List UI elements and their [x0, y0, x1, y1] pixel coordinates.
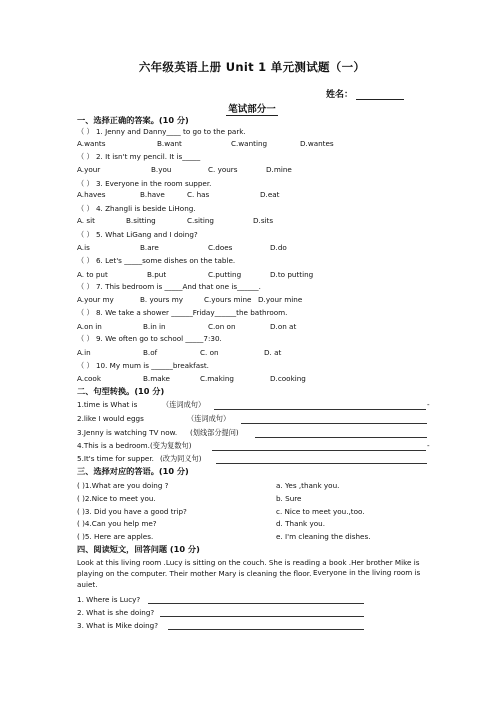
s1-q5-option-b: B.are: [140, 243, 159, 252]
section-subtitle: [0, 101, 504, 115]
s4-question-2: 2. What is she doing?: [77, 608, 155, 617]
s3-right-d: d. Thank you.: [276, 519, 325, 528]
s1-q9-option-a: A.in: [77, 348, 91, 357]
s1-question-10: （ ） 10. My mum is ______breakfast.: [77, 361, 209, 370]
s1-question-5: （ ） 5. What LiGang and I doing?: [77, 230, 198, 239]
s1-question-3: （ ） 3. Everyone in the room supper.: [77, 179, 212, 188]
s4-answer-line-2[interactable]: [160, 616, 364, 617]
s1-q7-option-b: B. yours my: [140, 295, 183, 304]
s1-q3-option-a: A.haves: [77, 190, 106, 199]
section4-heading: 四、阅读短文，回答问题 (10 分): [77, 544, 200, 554]
s2-item-1-text: 1.time is What is: [77, 400, 138, 409]
s1-q4-option-c: C.siting: [187, 216, 214, 225]
s1-q10-option-b: B.make: [143, 374, 170, 383]
s3-right-c: c. Nice to meet you.,too.: [276, 507, 365, 516]
name-blank[interactable]: [356, 89, 404, 100]
s4-question-1: 1. Where is Lucy?: [77, 595, 141, 604]
s1-q3-option-b: B.have: [140, 190, 165, 199]
s3-left-1: ( )1.What are you doing ?: [77, 481, 169, 490]
s2-item-2-note: （连词成句）: [187, 414, 231, 423]
s1-q8-option-a: A.on in: [77, 322, 102, 331]
s2-item-4-text: 4.This is a bedroom.: [77, 441, 150, 450]
s1-q10-option-c: C.making: [200, 374, 234, 383]
s1-q10-option-a: A.cook: [77, 374, 101, 383]
section1-heading: 一、选择正确的答案。(10 分): [77, 115, 189, 125]
s1-q6-option-b: B.put: [147, 270, 167, 279]
section2-heading: 二、句型转换。(10 分): [77, 386, 165, 396]
s4-answer-line-1[interactable]: [148, 603, 364, 604]
s2-item-4-note: (变为复数句): [150, 441, 192, 450]
s1-q2-option-d: D.mine: [266, 165, 292, 174]
s1-q10-option-d: D.cooking: [270, 374, 306, 383]
s2-item-2-text: 2.like I would eggs: [77, 414, 144, 423]
s1-q2-option-c: C. yours: [208, 165, 238, 174]
s1-q7-option-d: D.your mine: [258, 295, 303, 304]
s3-right-e: e. I'm cleaning the dishes.: [276, 532, 371, 541]
s1-q1-option-c: C.wanting: [231, 139, 268, 148]
s3-left-2: ( )2.Nice to meet you.: [77, 494, 156, 503]
s1-q5-option-d: D.do: [270, 243, 287, 252]
s1-q1-option-b: B.want: [157, 139, 182, 148]
s1-q8-option-d: D.on at: [270, 322, 297, 331]
name-field: [326, 87, 404, 100]
s1-q7-option-c: C.yours mine: [204, 295, 252, 304]
s2-item-4-end: -: [427, 441, 430, 450]
s1-q4-option-b: B.sitting: [126, 216, 156, 225]
s1-question-6: （ ） 6. Let's _____some dishes on the table.: [77, 256, 236, 265]
subtitle-text: 笔试部分一: [228, 104, 276, 115]
s1-question-1: （ ） 1. Jenny and Danny____ to go to the park.: [77, 127, 246, 136]
s1-q2-option-b: B.you: [151, 165, 172, 174]
s1-q4-option-a: A. sit: [77, 216, 95, 225]
s1-q9-option-c: C. on: [200, 348, 219, 357]
s2-item-3-text: 3.Jenny is watching TV now.: [77, 428, 178, 437]
s1-question-8: （ ） 8. We take a shower ______Friday______the bathroom.: [77, 308, 288, 317]
section3-heading: 三、选择对应的答语。(10 分): [77, 466, 189, 476]
s1-q9-option-d: D. at: [264, 348, 282, 357]
s1-q3-option-c: C. has: [187, 190, 210, 199]
s1-q4-option-d: D.sits: [253, 216, 274, 225]
s1-q6-option-c: C.putting: [208, 270, 242, 279]
s2-item-1-end: -: [427, 400, 430, 409]
s3-left-5: ( )5. Here are apples.: [77, 532, 154, 541]
reading-passage-tail: Everyone in the living room is: [313, 568, 421, 577]
s1-question-7: （ ） 7. This bedroom is _____And that one is______.: [77, 282, 261, 291]
s1-question-4: （ ） 4. Zhangli is beside LiHong.: [77, 204, 196, 213]
s4-question-3: 3. What is Mike doing?: [77, 621, 159, 630]
s2-item-3-answer-line[interactable]: [255, 437, 427, 438]
s2-item-5-note: (改为同义句): [160, 454, 202, 463]
reading-passage-end: auiet.: [77, 580, 98, 589]
s1-question-2: （ ） 2. It isn't my pencil. It is_____: [77, 152, 201, 161]
s1-q6-option-a: A. to put: [77, 270, 108, 279]
s3-left-4: ( )4.Can you help me?: [77, 519, 157, 528]
s1-q1-option-a: A.wants: [77, 139, 106, 148]
s2-item-1-note: （连词成句）: [162, 400, 206, 409]
s2-item-2-answer-line[interactable]: [241, 423, 427, 424]
s1-q6-option-d: D.to putting: [270, 270, 314, 279]
s3-left-3: ( )3. Did you have a good trip?: [77, 507, 187, 516]
s1-q1-option-d: D.wantes: [300, 139, 334, 148]
s2-item-1-answer-line[interactable]: [214, 409, 426, 410]
s2-item-5-text: 5.It's time for supper.: [77, 454, 154, 463]
s3-right-b: b. Sure: [276, 494, 302, 503]
s1-q9-option-b: B.of: [143, 348, 158, 357]
s2-item-3-note: (划线部分提问): [190, 428, 239, 437]
reading-passage: Look at this living room .Lucy is sitting on the couch. She is reading a book .Her brother Mike is playing on the computer. Their mother Mary is cleaning the floor.: [77, 558, 420, 578]
s1-q3-option-d: D.eat: [260, 190, 280, 199]
s2-item-4-answer-line[interactable]: [212, 450, 426, 451]
s4-answer-line-3[interactable]: [168, 629, 364, 630]
s1-q7-option-a: A.your my: [77, 295, 114, 304]
s1-q8-option-c: C.on on: [208, 322, 236, 331]
s1-q8-option-b: B.in in: [143, 322, 166, 331]
s1-q5-option-a: A.is: [77, 243, 90, 252]
s1-question-9: （ ） 9. We often go to school _____7:30.: [77, 334, 222, 343]
s2-item-5-answer-line[interactable]: [216, 463, 427, 464]
s3-right-a: a. Yes ,thank you.: [276, 481, 340, 490]
s1-q5-option-c: C.does: [208, 243, 233, 252]
page-title: 六年级英语上册 Unit 1 单元测试题（一）: [138, 60, 366, 74]
name-label: 姓名：: [326, 90, 354, 100]
s1-q2-option-a: A.your: [77, 165, 101, 174]
